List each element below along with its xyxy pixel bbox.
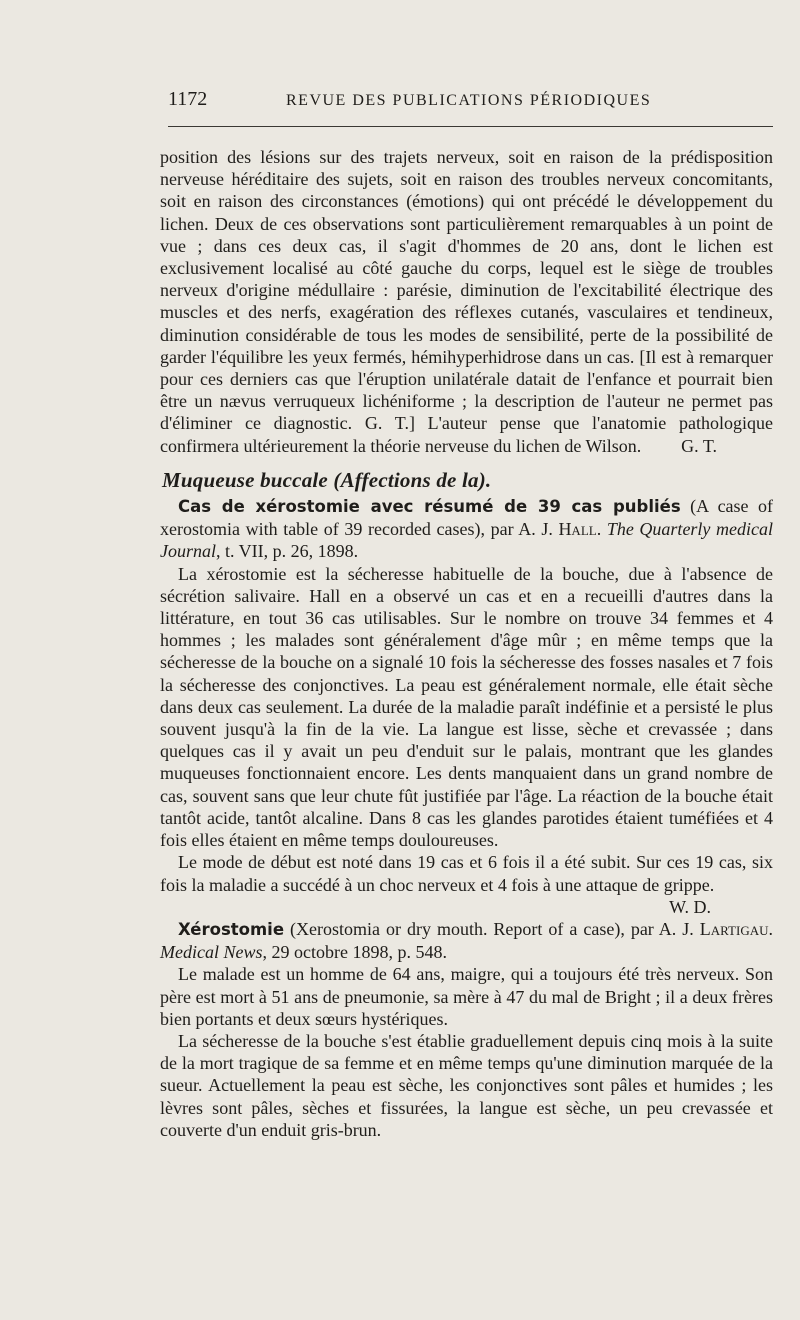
signature: W. D. bbox=[669, 896, 711, 917]
paragraph: La xérostomie est la sécheresse habituelle de la bouche, due à l'absence de sécrétion salivaire. Hall en a observé un cas et en a recueilli d'autres dans la littérature, en tout 36 cas utilisables. Sur le nombre on trouve 34 femmes et 4 hommes ; les malades sont généralement d'âge mûr ; en même temps que la sécheresse de la bouche on a signalé 10 fois la sécheresse des fosses nasales et 7 fois la sécheresse des conjonctives. La peau est généralement normale, elle était sèche dans deux cas seulement. La durée de la maladie paraît indéfinie et a persisté le plus souvent jusqu'à la fin de la vie. La langue est lisse, sèche et crevassée ; dans quelques cas il y avait un peu d'enduit sur le palais, montrant que les glandes muqueuses fonctionnaient encore. Les dents manquaient dans un grand nombre de cas, souvent sans que leur chute fût justifiée par l'âge. La réaction de la bouche était tantôt acide, tantôt alcaline. Dans 8 cas les glandes parotides étaient tuméfiées et 4 fois elles étaient en même temps douloureuses. bbox=[160, 563, 773, 851]
article-title: Xérostomie bbox=[178, 919, 285, 939]
signature: G. T. bbox=[681, 435, 717, 456]
paragraph bbox=[160, 851, 773, 918]
section-title: Muqueuse buccale (Affections de la). bbox=[162, 467, 492, 492]
body-text bbox=[160, 146, 773, 1141]
reference-text: (Xerostomia or dry mouth. Report of a case), par A. J. bbox=[284, 918, 700, 939]
paragraph-text: position des lésions sur des trajets nerveux, soit en raison de la prédisposition nerveuse héréditaire des sujets, soit en raison des troubles nerveux concomitants, soit en raison des circonstances (émotions) qui ont précédé le développement du lichen. Deux de ces observations sont particulièrement remarquables à un point de vue ; dans ces deux cas, il s'agit d'hommes de 20 ans, dont le lichen est exclusivement localisé au côté gauche du corps, lequel est le siège de troubles nerveux d'origine médullaire : parésie, diminution de l'excitabilité électrique des muscles et des nerfs, exagération des réflexes cutanés, vasculaires et tendineux, diminution considérable de tous les modes de sensibilité, perte de la possibilité de garder l'équilibre les yeux fermés, hémihyperhidrose dans un cas. [Il est à remarquer pour ces derniers cas que l'éruption unilatérale datait de l'enfance et pourrait bien être un nævus verruqueux lichéniforme ; la description de l'auteur ne permet pas d'éliminer ce diagnostic. G. T.] L'auteur pense que l'anatomie pathologique confirmera ultérieurement la théorie nerveuse du lichen de Wilson. bbox=[160, 147, 773, 456]
reference-separator: . bbox=[596, 519, 607, 540]
paragraph: Le malade est un homme de 64 ans, maigre, qui a toujours été très nerveux. Son père est mort à 51 ans de pneumonie, sa mère à 47 du mal de Bright ; il a deux frères bien portants et deux sœurs hystériques. bbox=[160, 964, 773, 1029]
paragraph-text: Le mode de début est noté dans 19 cas et 6 fois il a été subit. Sur ces 19 cas, six fois la maladie a succédé à un choc nerveux et 4 fois à une attaque de grippe. bbox=[160, 852, 773, 895]
reference-details: , t. VII, p. 26, 1898. bbox=[216, 541, 359, 562]
author-name: Lartigau bbox=[699, 918, 769, 939]
header-rule bbox=[168, 126, 773, 127]
journal-name: The Quarterly medical Journal bbox=[160, 519, 774, 562]
journal-name: Medical News bbox=[160, 942, 263, 963]
article-title: Cas de xérostomie avec résumé de 39 cas publiés bbox=[178, 497, 681, 517]
reference-separator: . bbox=[768, 918, 773, 939]
page-number: 1172 bbox=[168, 88, 208, 110]
reference-details: , 29 octobre 1898, p. 548. bbox=[262, 942, 447, 963]
article-reference bbox=[160, 495, 773, 563]
author-name: Hall bbox=[558, 519, 597, 540]
running-title: REVUE DES PUBLICATIONS PÉRIODIQUES bbox=[286, 92, 652, 109]
paragraph: La sécheresse de la bouche s'est établie graduellement depuis cinq mois à la suite de la mort tragique de sa femme et en même temps qu'une diminution marquée de la sueur. Actuellement la peau est sèche, les conjonctives sont pâles et humides ; les lèvres sont pâles, sèches et fissurées, la langue est sèche, un peu crevassée et couverte d'un enduit gris-brun. bbox=[160, 1030, 773, 1140]
reference-text: (A case of xerostomia with table of 39 recorded cases), par A. J. bbox=[160, 496, 773, 540]
paragraph bbox=[160, 146, 773, 457]
article-reference bbox=[160, 918, 773, 963]
